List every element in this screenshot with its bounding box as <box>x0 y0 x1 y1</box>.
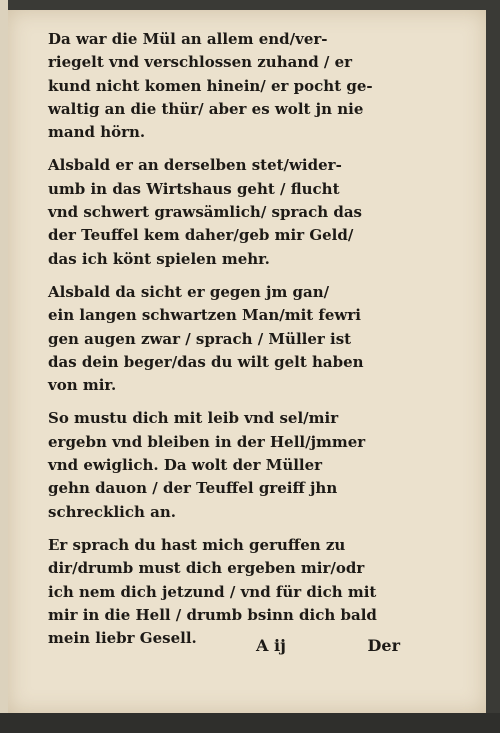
text-line: ich nem dich jetzund / vnd für dich mit <box>48 582 377 601</box>
text-line: So mustu dich mit leib vnd sel/mir <box>48 409 339 428</box>
text-line: riegelt vnd verschlossen zuhand / er <box>48 53 353 72</box>
text-line: mand hörn. <box>48 123 146 142</box>
text-line: gen augen zwar / sprach / Müller ist <box>48 329 352 348</box>
text-line: vnd ewiglich. Da wolt der Müller <box>48 456 323 475</box>
text-line: waltig an die thür/ aber es wolt jn nie <box>48 99 364 118</box>
text-line: ergebn vnd bleiben in der Hell/jmmer <box>48 432 366 451</box>
text-line: Alsbald er an derselben stet/wider‑ <box>48 156 342 175</box>
text-line: gehn dauon / der Teuffel greiff jhn <box>48 479 338 498</box>
catchword: Der <box>367 636 400 655</box>
text-line: das dein beger/das du wilt gelt haben <box>48 352 364 371</box>
page-footer <box>48 636 400 664</box>
signature-mark: A ij <box>256 636 286 655</box>
text-line: das ich könt spielen mehr. <box>48 249 270 268</box>
paragraph <box>48 534 408 650</box>
text-line: umb in das Wirtshaus geht / flucht <box>48 179 340 198</box>
text-line: mein liebr Gesell. <box>48 629 197 648</box>
paragraph <box>48 407 408 523</box>
text-line: der Teuffel kem daher/geb mir Geld/ <box>48 226 354 245</box>
text-line: Alsbald da sicht er gegen jm gan/ <box>48 282 330 301</box>
text-line: Da war die Mül an allem end/ver‑ <box>48 30 328 48</box>
paragraph <box>48 154 408 270</box>
paragraph <box>48 28 408 144</box>
text-line: schrecklich an. <box>48 502 176 521</box>
text-line: mir in die Hell / drumb bsinn dich bald <box>48 605 377 624</box>
text-line: von mir. <box>48 376 117 395</box>
text-line: kund nicht komen hinein/ er pocht ge‑ <box>48 76 373 95</box>
binding-gutter <box>0 0 8 733</box>
text-line: vnd schwert grawsämlich/ sprach das <box>48 203 362 222</box>
page-text <box>48 28 408 660</box>
text-line: dir/drumb must dich ergeben mir/odr <box>48 559 365 578</box>
text-line: Er sprach du hast mich geruffen zu <box>48 535 346 554</box>
page-bottom-edge <box>0 713 500 733</box>
paragraph <box>48 281 408 397</box>
text-line: ein langen schwartzen Man/mit fewri <box>48 306 361 325</box>
